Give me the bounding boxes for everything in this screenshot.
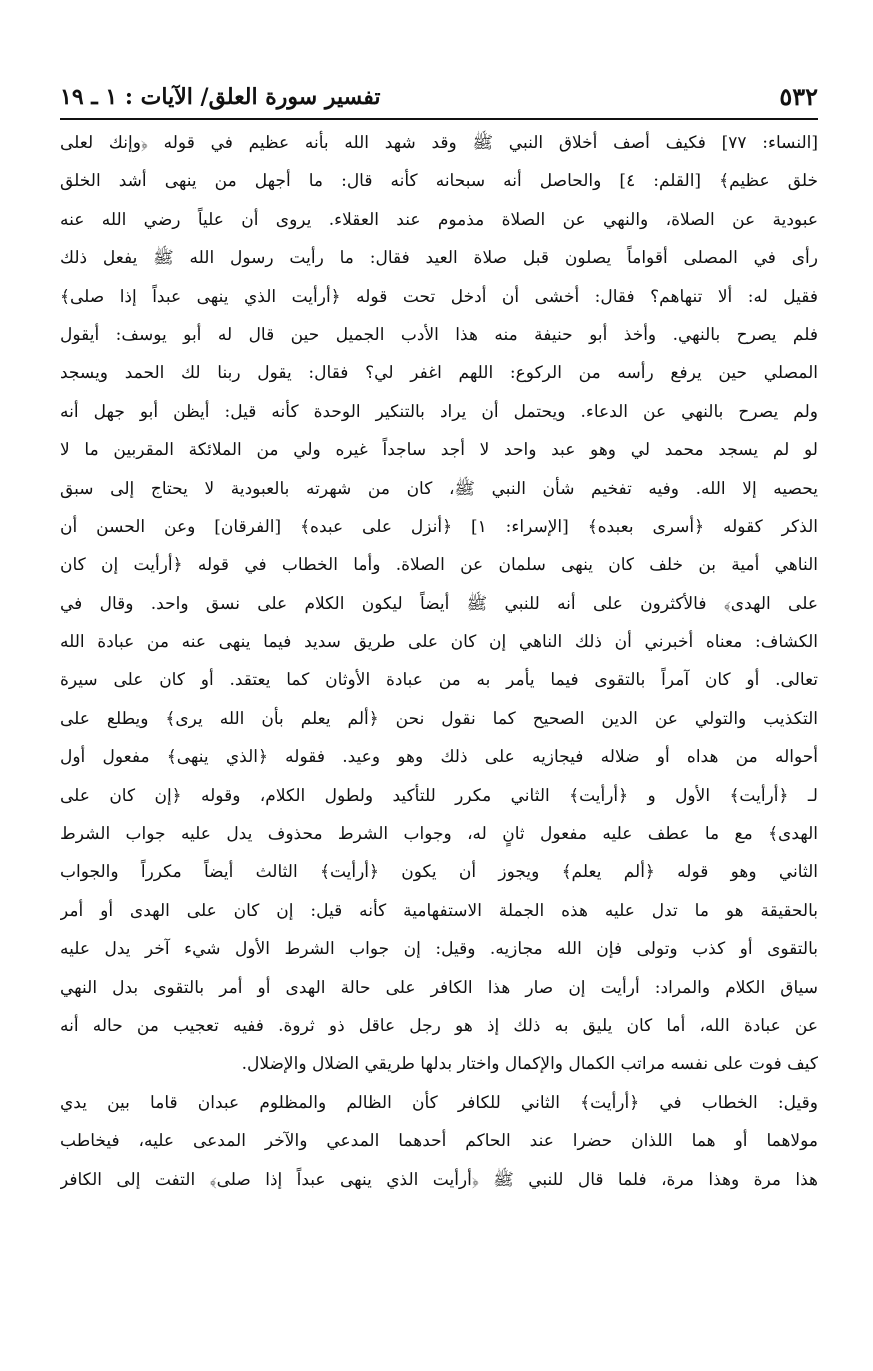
header-divider [60,118,818,120]
text-line: يحصيه إلا الله. وفيه تفخيم شأن النبي ﷺ، كان من شهرته بالعبودية لا يحتاج إلى سبق [60,478,818,499]
running-title: تفسير سورة العلق/ الآيات : ١ ـ ١٩ [60,84,381,110]
text-line: وقيل: الخطاب في ﴿أرأيت﴾ الثاني للكافر كأن الظالم والمظلوم عبدان قاما بين يدي [60,1092,818,1113]
text-line: الثاني وهو قوله ﴿ألم يعلم﴾ ويجوز أن يكون ﴿أرأيت﴾ الثالث أيضاً مكرراً والجواب [60,862,818,883]
text-line: كيف فوت على نفسه مراتب الكمال والإكمال واختار بدلها طريقي الضلال والإضلال. [241,1054,818,1075]
text-line: المصلي حين يرفع رأسه من الركوع: اللهم اغفر لي؟ فقال: يقول ربنا لك الحمد ويسجد [60,363,818,384]
text-line: لو لم يسجد محمد لي وهو عبد واحد لا أجد ساجداً غيره ولي من الملائكة المقربين ما لا [60,440,818,461]
page-header [60,80,818,114]
text-line: [النساء: ٧٧] فكيف أصف أخلاق النبي ﷺ وقد شهد الله بأنه عظيم في قوله ﴿وإنك لعلى [60,133,818,153]
text-line: سياق الكلام والمراد: أرأيت إن صار هذا الكافر على حالة الهدى أو أمر بالتقوى بدل النهي [60,977,818,998]
page-number: ٥٣٢ [779,82,818,111]
text-line: فقيل له: ألا تنهاهم؟ فقال: أخشى أن أدخل تحت قوله ﴿أرأيت الذي ينهى عبداً إذا صلى﴾ [60,286,818,307]
text-line: هذا مرة وهذا مرة، فلما قال للنبي ﷺ ﴿أرأيت الذي ينهى عبداً إذا صلى﴾ التفت إلى الكافر [60,1169,818,1190]
text-line: على الهدى﴾ فالأكثرون على أنه للنبي ﷺ أيضاً ليكون الكلام على نسق واحد. وقال في [60,593,818,614]
text-line: الكشاف: معناه أخبرني أن ذلك الناهي إن كان على طريق سديد فيما ينهى عنه من عبادة الله [60,632,818,653]
text-line: خلق عظيم﴾ [القلم: ٤] والحاصل أنه سبحانه كأنه قال: ما أجهل من ينهى أشد الخلق [60,171,818,192]
text-line: لـ ﴿أرأيت﴾ الأول و ﴿أرأيت﴾ الثاني مكرر للتأكيد ولطول الكلام، وقوله ﴿إن كان على [60,785,818,806]
body-text [60,124,818,1199]
text-line: أحواله من هداه أو ضلاله فيجازيه على ذلك وهو وعيد. فقوله ﴿الذي ينهى﴾ مفعول أول [60,747,818,768]
text-line: ولم يصرح بالنهي عن الدعاء. ويحتمل أن يراد بالتنكير الوحدة كأنه قيل: أيظن أبو جهل أنه [60,401,818,422]
text-line: بالتقوى أو كذب وتولى فإن الله مجازيه. وقيل: إن جواب الشرط الأول شيء آخر يدل عليه [60,939,818,960]
text-line: تعالى. أو كان آمراً بالتقوى فيما يأمر به من عبادة الأوثان كما يعتقد. أو كان على سيرة [60,670,818,691]
text-line: التكذيب والتولي عن الدين الصحيح كما نقول نحن ﴿ألم يعلم بأن الله يرى﴾ ويطلع على [60,708,818,729]
text-line: الناهي أمية بن خلف كان ينهى سلمان عن الصلاة. وأما الخطاب في قوله ﴿أرأيت إن كان [60,555,818,576]
text-line: رأى في المصلى أقواماً يصلون قبل صلاة العيد فقال: ما رأيت رسول الله ﷺ يفعل ذلك [60,248,818,269]
text-line: بالحقيقة هو ما تدل عليه هذه الجملة الاستفهامية كأنه قيل: إن كان على الهدى أو أمر [60,900,818,921]
text-line: الهدى﴾ مع ما عطف عليه مفعول ثانٍ له، وجواب الشرط محذوف يدل عليه جواب الشرط [60,824,818,845]
text-line: عبودية عن الصلاة، والنهي عن الصلاة مذموم عند العقلاء. يروى أن علياً رضي الله عنه [60,209,818,230]
text-line: مولاهما أو هما اللذان حضرا عند الحاكم أحدهما المدعي والآخر المدعى عليه، فيخاطب [60,1131,818,1152]
text-line: الذكر كقوله ﴿أسرى بعبده﴾ [الإسراء: ١] ﴿أنزل على عبده﴾ [الفرقان] وعن الحسن أن [60,516,818,537]
text-line: عن عبادة الله، أما كان يليق به ذلك إذ هو رجل عاقل ذو ثروة. ففيه تعجيب من حاله أنه [60,1015,818,1036]
text-line: فلم يصرح بالنهي. وأخذ أبو حنيفة منه هذا الأدب الجميل حين قال له أبو يوسف: أيقول [60,324,818,345]
